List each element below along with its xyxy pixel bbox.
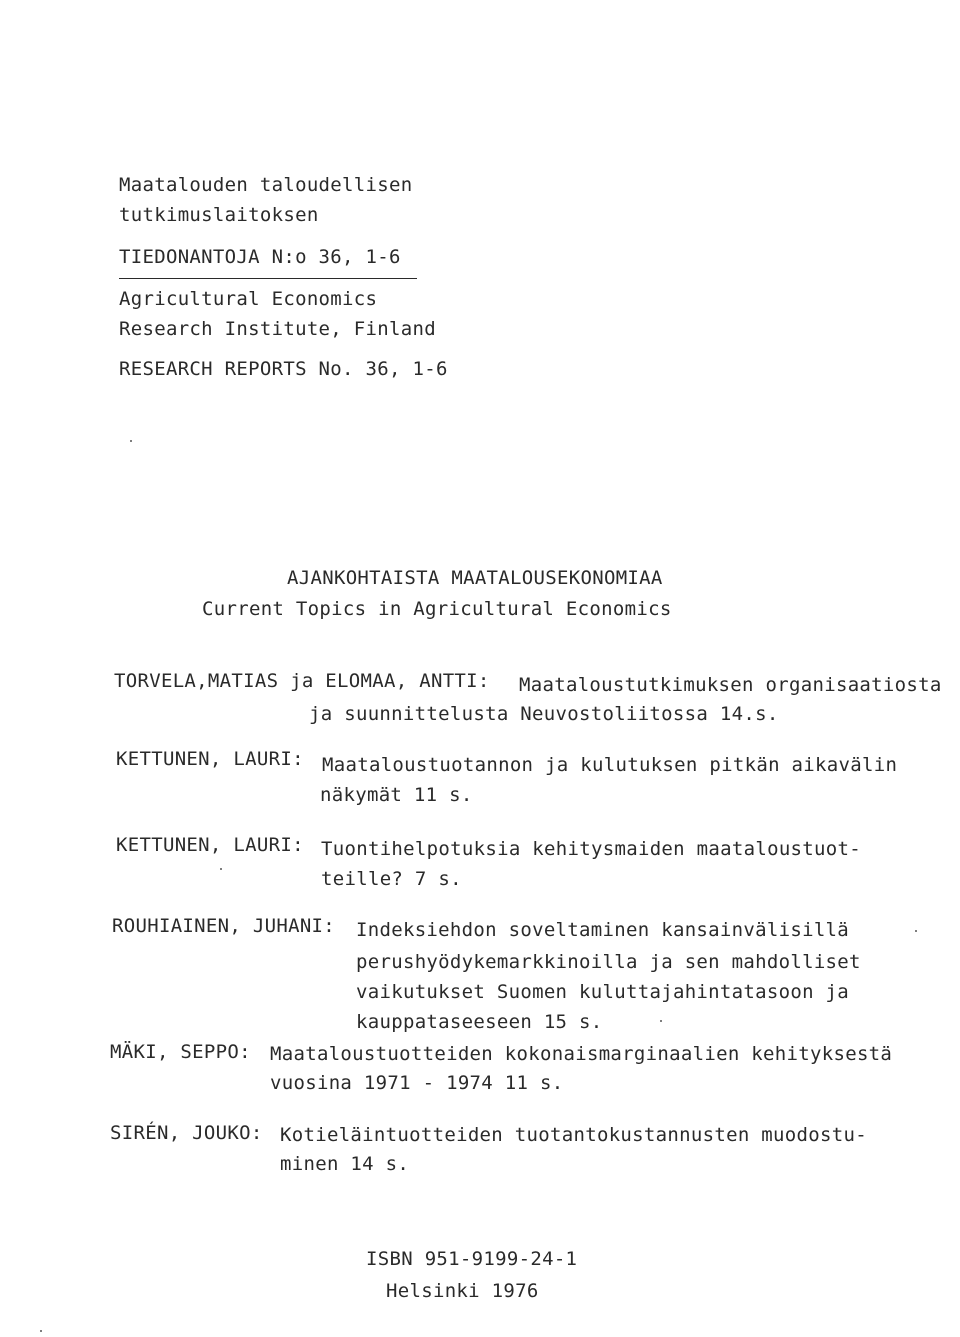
institute-name-en-line1: Agricultural Economics xyxy=(119,288,378,310)
entry-author: KETTUNEN, LAURI: xyxy=(116,834,304,856)
scan-speck xyxy=(220,868,222,870)
entry-author: SIRÉN, JOUKO: xyxy=(110,1122,263,1144)
entry-title-line: kauppataseeseen 15 s. xyxy=(356,1011,603,1033)
entry-title-line: Kotieläintuotteiden tuotantokustannusten muodostu- xyxy=(280,1124,867,1146)
publication-title-fi: AJANKOHTAISTA MAATALOUSEKONOMIAA xyxy=(287,567,663,589)
entry-author: ROUHIAINEN, JUHANI: xyxy=(112,915,336,937)
isbn: ISBN 951-9199-24-1 xyxy=(366,1248,578,1270)
scan-speck xyxy=(130,440,132,442)
entry-title-line: Maataloustuotteiden kokonaismarginaalien kehityksestä xyxy=(270,1043,893,1065)
entry-author: KETTUNEN, LAURI: xyxy=(116,748,304,770)
institute-name-fi-line1: Maatalouden taloudellisen xyxy=(119,174,413,196)
scan-speck xyxy=(660,1020,662,1022)
entry-title-line: Maataloustutkimuksen organisaatiosta xyxy=(519,674,942,696)
entry-title-line: Indeksiehdon soveltaminen kansainvälisillä xyxy=(356,919,850,941)
entry-title-line: vaikutukset Suomen kuluttajahintatasoon ja xyxy=(356,981,850,1003)
entry-author: TORVELA,MATIAS ja ELOMAA, ANTTI: xyxy=(114,670,490,692)
entry-title-line: minen 14 s. xyxy=(280,1153,410,1175)
series-fi: TIEDONANTOJA N:o 36, 1-6 xyxy=(119,246,401,268)
publication-place-year: Helsinki 1976 xyxy=(386,1280,539,1302)
entry-title-line: teille? 7 s. xyxy=(321,868,462,890)
scan-speck xyxy=(40,1330,42,1332)
institute-name-en-line2: Research Institute, Finland xyxy=(119,318,436,340)
entry-title-line: vuosina 1971 - 1974 11 s. xyxy=(270,1072,564,1094)
series-underline xyxy=(119,278,417,279)
entry-title-line: näkymät 11 s. xyxy=(320,784,473,806)
entry-author: MÄKI, SEPPO: xyxy=(110,1041,251,1063)
entry-title-line: perushyödykemarkkinoilla ja sen mahdolliset xyxy=(356,951,861,973)
institute-name-fi-line2: tutkimuslaitoksen xyxy=(119,204,319,226)
series-en: RESEARCH REPORTS No. 36, 1-6 xyxy=(119,358,448,380)
scan-speck xyxy=(915,930,917,932)
publication-title-en: Current Topics in Agricultural Economics xyxy=(202,598,672,620)
entry-title-line: ja suunnittelusta Neuvostoliitossa 14.s. xyxy=(309,703,779,725)
entry-title-line: Tuontihelpotuksia kehitysmaiden maataloustuot- xyxy=(321,838,861,860)
entry-title-line: Maataloustuotannon ja kulutuksen pitkän aikavälin xyxy=(322,754,898,776)
